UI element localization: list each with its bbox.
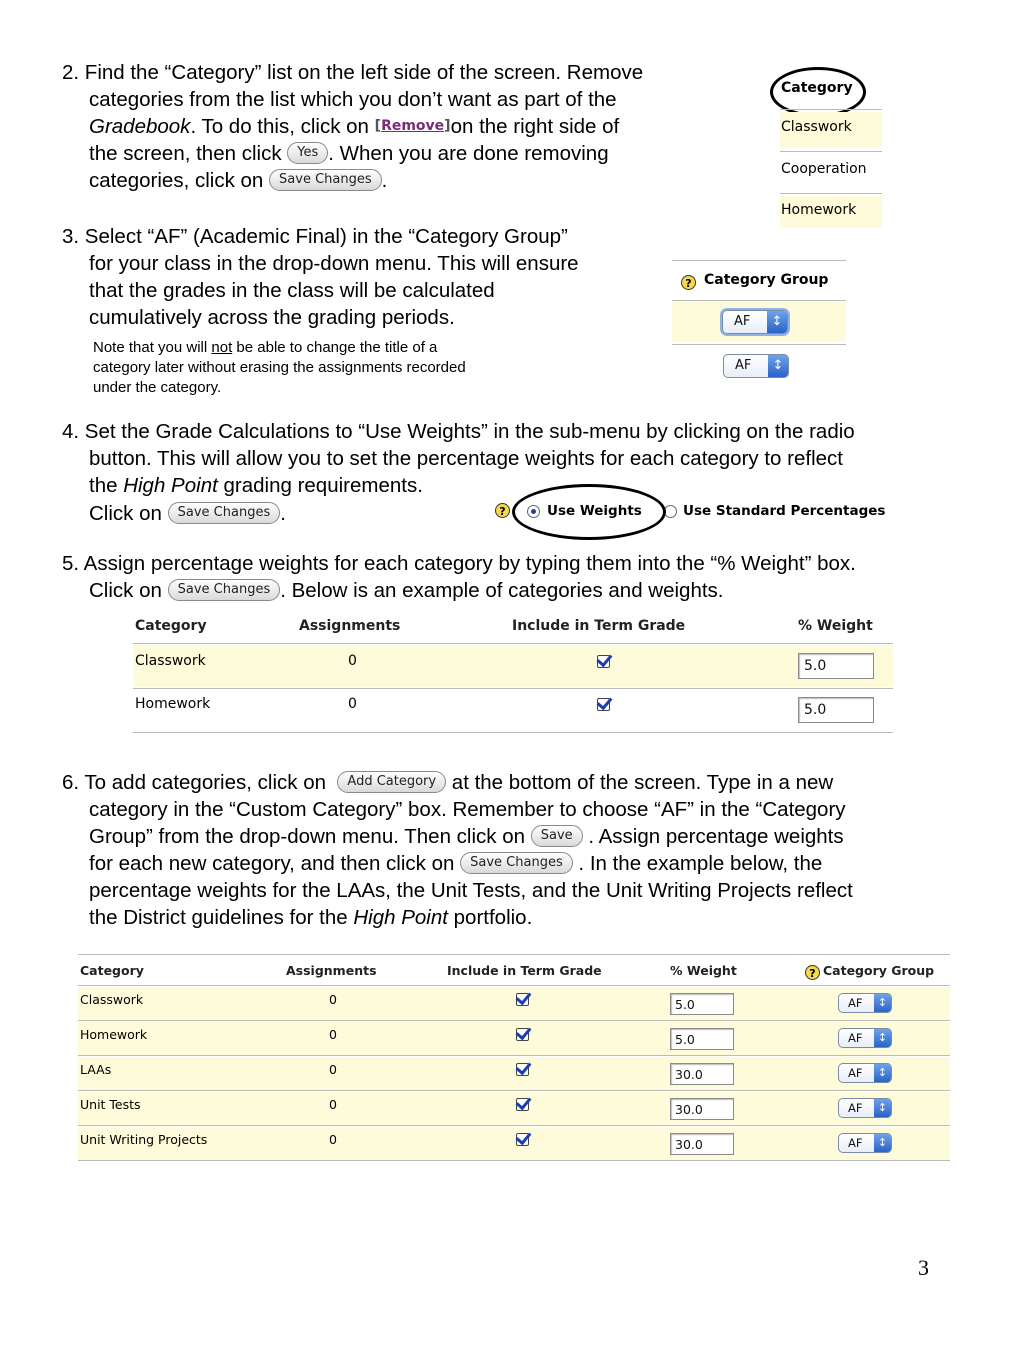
category-group-select[interactable]: AF ↕	[838, 1063, 892, 1083]
category-cell: Classwork	[135, 653, 206, 669]
table-row	[78, 1022, 950, 1055]
high-point-italic: High Point	[353, 906, 448, 929]
category-group-panel	[672, 258, 848, 378]
add-category-button[interactable]: Add Category	[337, 771, 446, 793]
step2-line4	[89, 140, 609, 167]
step3-line3: that the grades in the class will be calculated	[89, 279, 495, 302]
include-checkbox[interactable]	[516, 993, 529, 1006]
step3-line1: 3. Select “AF” (Academic Final) in the “Category Group”	[62, 225, 568, 248]
category-group-header: Category Group	[704, 272, 829, 288]
weights-table-full	[78, 954, 952, 1164]
include-checkbox[interactable]	[516, 1098, 529, 1111]
table-row	[78, 1127, 950, 1160]
select-arrow-icon: ↕	[874, 1064, 891, 1082]
use-weights-circle-annotation	[512, 484, 666, 540]
category-group-select[interactable]: AF ↕	[723, 354, 789, 378]
step3-line4: cumulatively across the grading periods.	[89, 306, 455, 329]
select-arrow-icon: ↕	[874, 1099, 891, 1117]
column-header: Category	[135, 618, 207, 634]
step4-line4: Click on Save Changes .	[89, 502, 286, 525]
help-icon[interactable]: ?	[495, 503, 510, 519]
step4-line3: the High Point grading requirements.	[89, 474, 423, 497]
category-panel	[776, 70, 882, 230]
category-cell: Classwork	[80, 992, 144, 1007]
save-changes-button[interactable]: Save Changes	[460, 852, 573, 874]
help-icon[interactable]: ?	[805, 962, 820, 981]
include-checkbox[interactable]	[516, 1133, 529, 1146]
assignments-cell: 0	[348, 696, 357, 712]
category-cell: LAAs	[80, 1062, 112, 1077]
weight-input[interactable]: 5.0	[798, 653, 874, 679]
category-row	[780, 154, 882, 190]
use-weights-label: Use Weights	[547, 503, 642, 519]
step4-line2: button. This will allow you to set the percentage weights for each category to reflect	[89, 447, 843, 470]
include-checkbox[interactable]	[516, 1028, 529, 1041]
category-group-select[interactable]: AF ↕	[838, 1133, 892, 1153]
select-arrow-icon: ↕	[874, 1029, 891, 1047]
row-divider	[78, 1090, 950, 1091]
category-cell: Unit Writing Projects	[80, 1132, 208, 1147]
step6-line3: Group” from the drop-down menu. Then click on Save . Assign percentage weights	[89, 825, 844, 848]
save-changes-button[interactable]: Save Changes	[168, 579, 281, 601]
weight-input[interactable]: 30.0	[670, 1063, 734, 1085]
yes-button[interactable]: Yes	[287, 142, 328, 164]
step4-line1: 4. Set the Grade Calculations to “Use Weights” in the sub-menu by clicking on the radio	[62, 420, 855, 443]
save-changes-button[interactable]: Save Changes	[269, 169, 382, 191]
step2-line5-post: .	[381, 169, 388, 192]
assignments-cell: 0	[329, 1027, 337, 1042]
weight-input[interactable]: 5.0	[798, 697, 874, 723]
category-cell: Homework	[135, 696, 211, 712]
step6-line5: percentage weights for the LAAs, the Unit Tests, and the Unit Writing Projects reflect	[89, 879, 853, 902]
row-divider	[78, 1125, 950, 1126]
category-row	[780, 196, 882, 228]
weight-input[interactable]: 30.0	[670, 1133, 734, 1155]
assignments-cell: 0	[329, 1062, 337, 1077]
row-divider	[78, 1160, 950, 1161]
include-checkbox[interactable]	[597, 698, 610, 711]
high-point-italic: High Point	[123, 474, 218, 497]
column-header: Category Group	[823, 963, 935, 978]
row-divider	[78, 1055, 950, 1056]
column-header: % Weight	[670, 963, 737, 978]
category-panel-header: Category	[781, 80, 853, 96]
assignments-cell: 0	[348, 653, 357, 669]
select-arrow-icon: ↕	[874, 994, 891, 1012]
step2-line5	[89, 167, 387, 194]
step6-line4: for each new category, and then click on Save Changes . In the example below, the	[89, 852, 823, 875]
column-header: Include in Term Grade	[447, 963, 602, 978]
save-button[interactable]: Save	[531, 825, 583, 847]
table-row	[78, 1092, 950, 1125]
category-item: Classwork	[781, 119, 852, 135]
category-cell: Homework	[80, 1027, 148, 1042]
step3-note-line3: under the category.	[93, 379, 222, 396]
step3-note-line1: Note that you will not be able to change the title of a	[93, 339, 438, 356]
step6-line1: 6. To add categories, click on Add Category at the bottom of the screen. Type in a new	[62, 771, 834, 794]
page-number: 3	[918, 1255, 929, 1280]
step3-note-line2: category later without erasing the assignments recorded	[93, 359, 466, 376]
category-group-select[interactable]: AF ↕	[838, 993, 892, 1013]
remove-link-label: Remove	[381, 118, 445, 135]
note-not-underlined: not	[211, 339, 233, 356]
table-row	[78, 1057, 950, 1090]
table-row	[133, 690, 893, 732]
step2-line3-tail: on the right side of	[450, 115, 620, 138]
table-row	[133, 645, 893, 687]
gradebook-italic: Gradebook	[89, 115, 191, 138]
save-changes-button[interactable]: Save Changes	[168, 502, 281, 524]
assignments-cell: 0	[329, 1132, 337, 1147]
use-standard-label: Use Standard Percentages	[683, 503, 886, 519]
step3-line2: for your class in the drop-down menu. This will ensure	[89, 252, 579, 275]
include-checkbox[interactable]	[516, 1063, 529, 1076]
include-checkbox[interactable]	[597, 655, 610, 668]
table-row	[78, 987, 950, 1020]
step6-line6: the District guidelines for the High Point portfolio.	[89, 906, 533, 929]
column-header: Assignments	[299, 618, 401, 634]
weight-input[interactable]: 30.0	[670, 1098, 734, 1120]
column-header: Assignments	[286, 963, 377, 978]
assignments-cell: 0	[329, 1097, 337, 1112]
category-item: Homework	[781, 202, 857, 218]
step2-line3-text: . To do this, click on	[190, 115, 369, 138]
assignments-cell: 0	[329, 992, 337, 1007]
row-divider	[78, 1020, 950, 1021]
select-arrow-icon: ↕	[768, 355, 788, 377]
weight-input[interactable]: 5.0	[670, 1028, 734, 1050]
remove-link[interactable]: [Remove]	[374, 118, 451, 135]
step2-line1: 2. Find the “Category” list on the left side of the screen. Remove	[62, 61, 644, 84]
column-header: % Weight	[798, 618, 873, 634]
step2-line4-post: . When you are done removing	[328, 142, 609, 165]
step2-line3	[89, 113, 619, 141]
column-header: Category	[80, 963, 144, 978]
step2-line4-pre: the screen, then click	[89, 142, 282, 165]
select-arrow-icon: ↕	[874, 1134, 891, 1152]
weights-table-example	[133, 612, 895, 734]
weight-input[interactable]: 5.0	[670, 993, 734, 1015]
step2-line5-pre: categories, click on	[89, 169, 264, 192]
category-item: Cooperation	[781, 161, 867, 177]
category-group-select[interactable]: AF ↕	[722, 310, 788, 334]
category-row	[780, 112, 882, 148]
help-icon[interactable]: ?	[681, 272, 696, 291]
step5-line1: 5. Assign percentage weights for each category by typing them into the “% Weight” box.	[62, 552, 856, 575]
select-arrow-icon: ↕	[767, 311, 787, 333]
category-cell: Unit Tests	[80, 1097, 141, 1112]
step2-line2: categories from the list which you don’t want as part of the	[89, 88, 617, 111]
step5-line2: Click on Save Changes . Below is an example of categories and weights.	[89, 579, 724, 602]
step6-line2: category in the “Custom Category” box. Remember to choose “AF” in the “Category	[89, 798, 846, 821]
category-group-select[interactable]: AF ↕	[838, 1028, 892, 1048]
column-header: Include in Term Grade	[512, 618, 686, 634]
category-group-select[interactable]: AF ↕	[838, 1098, 892, 1118]
